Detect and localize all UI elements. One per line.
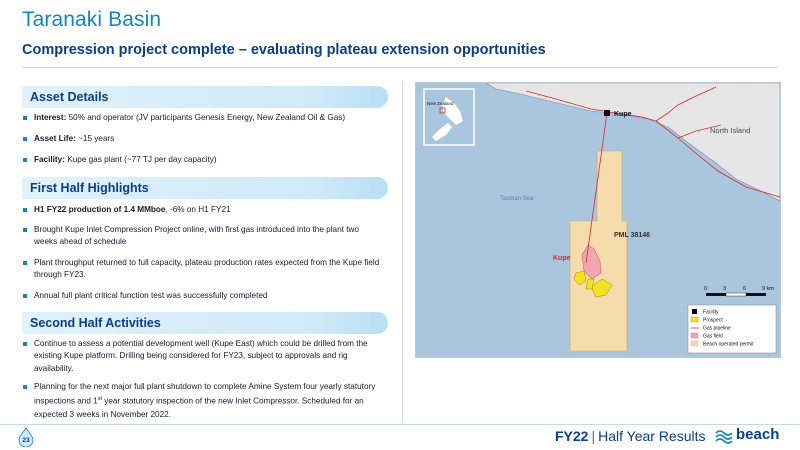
legend-label: Prospect (703, 317, 723, 324)
footer-fy: FY22 (555, 428, 589, 444)
legend-prospect-icon (691, 317, 698, 322)
legend-label: Facility (703, 309, 719, 316)
scale-tick: 3 (723, 286, 727, 292)
item-label: Facility: (34, 155, 65, 164)
permit-label: PML 38146 (614, 232, 651, 239)
list-item (22, 112, 384, 124)
item-text: Plant throughput returned to full capacity, plateau production rates expected from the Kupe field through FY23. (34, 258, 380, 280)
superscript: st (97, 396, 103, 403)
north-island-label: North Island (710, 126, 751, 135)
taranaki-map (415, 82, 781, 358)
list-item (22, 133, 384, 145)
scale-tick: 6 (743, 286, 747, 292)
item-text: , -6% on H1 FY21 (165, 205, 231, 214)
inset-label: New Zealand (427, 101, 454, 106)
legend-label: Gas pipeline (703, 325, 731, 332)
legend-permit-icon (691, 341, 698, 346)
list-item (22, 290, 384, 302)
legend-label: Beach operated permit (703, 341, 754, 348)
list-item (22, 154, 384, 166)
list-item (22, 381, 384, 421)
legend-facility-icon (692, 309, 697, 314)
bullet-icon (23, 208, 27, 212)
item-label: H1 FY22 production of 1.4 MMboe (34, 205, 166, 214)
kupe-field-label: Kupe (553, 255, 571, 262)
list-item (22, 224, 384, 249)
page-title: Taranaki Basin (22, 8, 162, 31)
bullet-icon (23, 385, 27, 389)
page-subtitle: Compression project complete – evaluating plateau extension opportunities (22, 42, 546, 58)
inset-map (424, 89, 474, 145)
scale-tick: 0 (704, 286, 708, 292)
section-heading-first-half: First Half Highlights (22, 177, 388, 199)
item-text: 50% and operator (JV participants Genesis Energy, New Zealand Oil & Gas) (66, 113, 346, 122)
beach-logo-icon (714, 425, 734, 445)
legend-gas-field-icon (691, 333, 698, 338)
map-legend (688, 305, 776, 353)
brand-name: beach (736, 426, 780, 443)
section-heading-asset-details: Asset Details (22, 86, 388, 108)
bullet-icon (23, 342, 27, 346)
sea-label: Tasman Sea (500, 196, 534, 202)
footer-report: Half Year Results (598, 428, 706, 444)
scale-tick: 9 km (762, 286, 774, 292)
title-divider (22, 67, 778, 68)
bullet-icon (23, 228, 27, 232)
list-item (22, 338, 384, 375)
item-label: Interest: (34, 113, 67, 122)
page-number: 23 (22, 437, 30, 444)
list-item (22, 257, 384, 282)
item-text: Annual full plant critical function test was successfully completed (34, 291, 268, 300)
item-text: Continue to assess a potential development well (Kupe East) which could be drilled from the existing Kupe platform. Drilling being considered for FY23, subject to approvals and rig availability. (34, 339, 368, 373)
footer-divider (0, 424, 800, 425)
item-text: Planning for the next major full plant shutdown to complete Amine System four yearly statutory inspections and 1 (34, 382, 376, 407)
item-text: ~15 years (75, 134, 115, 143)
list-item (22, 204, 384, 216)
facility-marker (604, 110, 610, 116)
item-label: Asset Life: (34, 134, 76, 143)
item-text: year statutory inspection of the new Inlet Compressor. Scheduled for an expected 3 weeks in November 2022. (34, 397, 364, 419)
facility-label: Kupe (614, 111, 632, 118)
footer-separator: | (591, 428, 596, 444)
footer-report-title (555, 428, 706, 444)
item-text: Kupe gas plant (~77 TJ per day capacity) (64, 155, 217, 164)
item-text: Brought Kupe Inlet Compression Project online, with first gas introduced into the plant two weeks ahead of schedule (34, 225, 359, 247)
legend-label: Gas field (703, 333, 723, 340)
bullet-icon (23, 158, 27, 162)
bullet-icon (23, 294, 27, 298)
map-svg (416, 83, 780, 357)
column-divider (402, 82, 403, 422)
bullet-icon (23, 116, 27, 120)
bullet-icon (23, 261, 27, 265)
section-heading-second-half: Second Half Activities (22, 312, 388, 334)
bullet-icon (23, 137, 27, 141)
